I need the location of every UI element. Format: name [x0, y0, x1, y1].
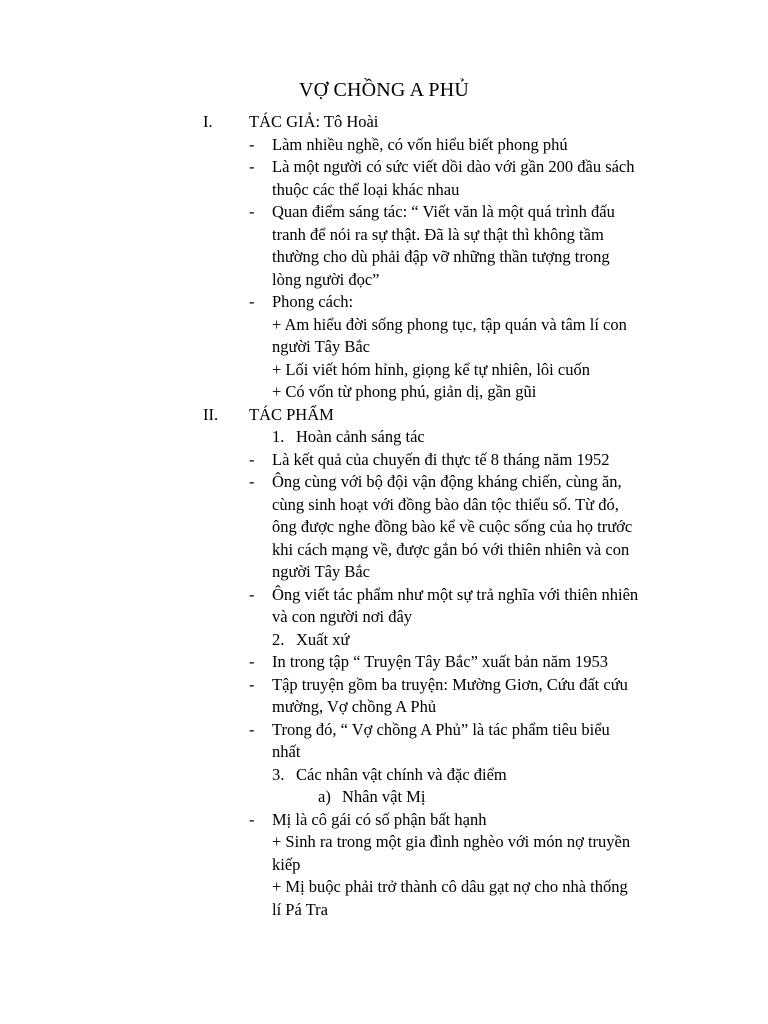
list-number: 2. [272, 629, 285, 649]
continuation-line [0, 741, 768, 764]
bullet-text: Mị là cô gái có số phận bất hạnh [272, 809, 487, 829]
bullet-dash: - [249, 674, 255, 694]
bullet-dash: - [249, 202, 255, 221]
bullet-text: In trong tập “ Truyện Tây Bắc” xuất bản năm 1953 [272, 652, 609, 671]
line-text: lòng người đọc” [272, 269, 380, 289]
numbered-subheading [0, 764, 768, 787]
line-text: khi cách mạng về, được gắn bó với thiên nhiên và con [272, 539, 630, 559]
continuation-line [0, 359, 768, 382]
bullet-text: Tập truyện gồm ba truyện: Mường Giơn, Cứu đất cứu [272, 674, 628, 694]
bullet-item [0, 809, 768, 832]
continuation-line [0, 899, 768, 922]
bullet-dash: - [249, 719, 255, 739]
bullet-dash: - [249, 809, 255, 829]
bullet-dash: - [249, 652, 255, 671]
bullet-item [0, 719, 768, 742]
bullet-text: Là kết quả của chuyến đi thực tế 8 tháng năm 1952 [272, 449, 610, 469]
continuation-line [0, 696, 768, 719]
document-body [0, 111, 768, 921]
section-heading-text: TÁC PHẨM [249, 404, 334, 424]
continuation-line [0, 516, 768, 539]
line-text: nhất [272, 742, 301, 761]
bullet-item [0, 651, 768, 674]
line-text: + Lối viết hóm hỉnh, giọng kể tự nhiên, lôi cuốn [272, 359, 590, 379]
continuation-line [0, 854, 768, 877]
bullet-dash: - [249, 157, 255, 176]
section-numeral: I. [203, 112, 213, 131]
list-number: 1. [272, 427, 285, 446]
bullet-item [0, 674, 768, 697]
line-text: thường cho dù phải đập vỡ những thần tượng trong [272, 247, 610, 266]
line-text: người Tây Bắc [272, 337, 371, 356]
bullet-dash: - [249, 584, 255, 604]
line-text: lí Pá Tra [272, 899, 328, 919]
bullet-item [0, 584, 768, 607]
line-text: + Mị buộc phải trở thành cô dâu gạt nợ cho nhà thống [272, 877, 628, 896]
bullet-item [0, 156, 768, 179]
bullet-item [0, 449, 768, 472]
continuation-line [0, 381, 768, 404]
continuation-line [0, 831, 768, 854]
bullet-text: Làm nhiều nghề, có vốn hiểu biết phong phú [272, 134, 568, 154]
continuation-line [0, 606, 768, 629]
subheading-text: Hoàn cảnh sáng tác [296, 427, 425, 446]
bullet-text: Ông cùng với bộ đội vận động kháng chiến, cùng ăn, [272, 472, 622, 491]
document-title: VỢ CHỒNG A PHỦ [298, 79, 470, 101]
bullet-text: Phong cách: [272, 292, 354, 311]
lettered-subheading [0, 786, 768, 809]
line-text: + Am hiểu đời sống phong tục, tập quán và tâm lí con [272, 314, 627, 334]
line-text: tranh để nói ra sự thật. Đã là sự thật thì không tầm [272, 224, 604, 244]
line-text: mường, Vợ chồng A Phủ [272, 697, 437, 716]
section-heading [0, 404, 768, 427]
list-letter: a) [318, 787, 331, 806]
continuation-line [0, 561, 768, 584]
bullet-item [0, 291, 768, 314]
continuation-line [0, 269, 768, 292]
subheading-text: Các nhân vật chính và đặc điểm [296, 764, 507, 784]
bullet-dash: - [249, 292, 255, 311]
line-text: người Tây Bắc [272, 562, 371, 581]
section-heading [0, 111, 768, 134]
line-text: ông được nghe đồng bào kể về cuộc sống của họ trước [272, 517, 633, 536]
continuation-line [0, 336, 768, 359]
bullet-item [0, 134, 768, 157]
continuation-line [0, 246, 768, 269]
bullet-text: Trong đó, “ Vợ chồng A Phủ” là tác phẩm tiêu biểu [272, 719, 610, 739]
line-text: + Có vốn từ phong phú, giản dị, gần gũi [272, 382, 537, 401]
bullet-text: Quan điểm sáng tác: “ Viết văn là một quá trình đấu [272, 202, 615, 221]
continuation-line [0, 539, 768, 562]
numbered-subheading [0, 426, 768, 449]
bullet-dash: - [249, 449, 255, 469]
bullet-item [0, 471, 768, 494]
bullet-dash: - [249, 134, 255, 154]
line-text: thuộc các thể loại khác nhau [272, 179, 460, 199]
bullet-text: Là một người có sức viết dồi dào với gần 200 đầu sách [272, 157, 635, 176]
continuation-line [0, 876, 768, 899]
list-number: 3. [272, 764, 285, 784]
line-text: + Sinh ra trong một gia đình nghèo với món nợ truyền [272, 832, 631, 851]
section-heading-text: TÁC GIẢ: Tô Hoài [249, 112, 379, 131]
numbered-subheading [0, 629, 768, 652]
bullet-dash: - [249, 472, 255, 491]
subheading-text: Xuất xứ [296, 629, 350, 649]
bullet-text: Ông viết tác phẩm như một sự trả nghĩa với thiên nhiên [272, 584, 639, 604]
continuation-line [0, 224, 768, 247]
line-text: kiếp [272, 854, 301, 874]
line-text: cùng sinh hoạt với đồng bào dân tộc thiểu số. Từ đó, [272, 494, 619, 514]
continuation-line [0, 179, 768, 202]
bullet-item [0, 201, 768, 224]
continuation-line [0, 314, 768, 337]
continuation-line [0, 494, 768, 517]
section-numeral: II. [203, 404, 219, 424]
subheading-text: Nhân vật Mị [342, 787, 426, 806]
line-text: và con người nơi đây [272, 607, 413, 626]
